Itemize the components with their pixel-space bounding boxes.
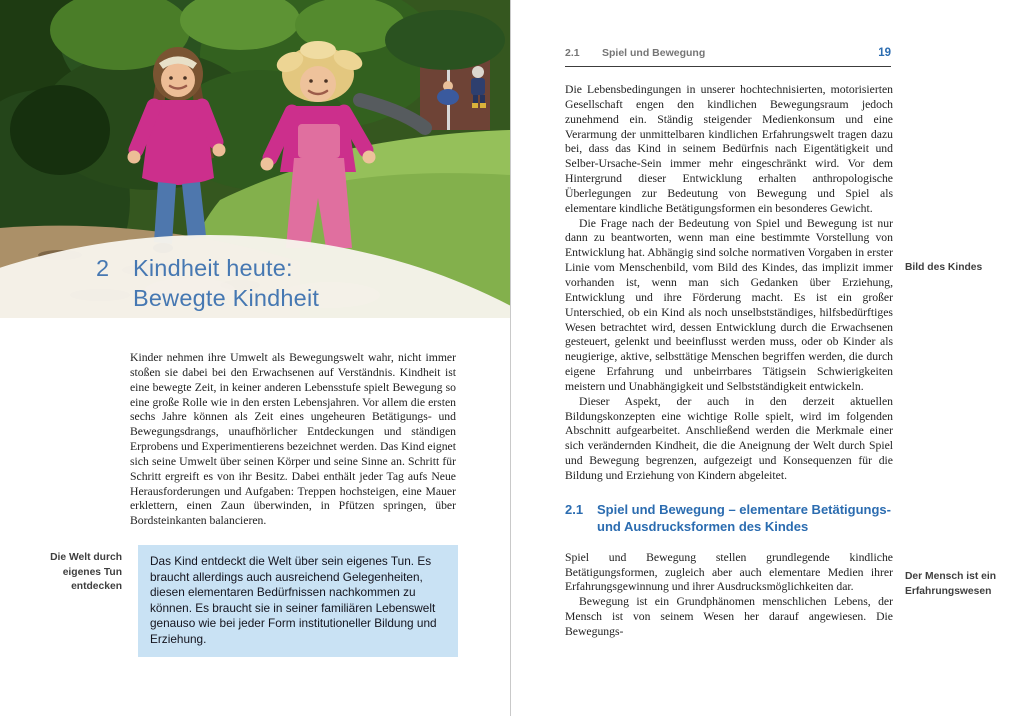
section-heading (565, 501, 893, 536)
page-number: 19 (878, 47, 891, 59)
callout-box: Das Kind entdeckt die Welt über sein eigenes Tun. Es braucht allerdings auch ausreichend Gelegenheiten, diesen elementaren Bedürfnissen nachkommen zu können. Es braucht sie in seiner familiären Lebenswelt genauso wie bei jeder Form institutioneller Bildung und Erziehung. (138, 545, 458, 657)
chapter-number: 2 (96, 255, 110, 281)
paragraph: Spiel und Bewegung stellen grundlegende kindliche Betätigungsformen, zugleich aber auch elementare Medien ihrer Erfahrungsgewinnung und ihrer Ausdrucksmöglichkeiten dar. (565, 550, 893, 594)
section-heading-number: 2.1 (565, 501, 584, 517)
page-divider (510, 0, 511, 716)
margin-note-erfahrungswesen: Der Mensch ist ein Erfahrungswesen (905, 571, 996, 597)
foliage-over-building (385, 10, 505, 70)
margin-note-bild-des-kindes: Bild des Kindes (905, 262, 983, 273)
paragraph: Die Lebensbedingungen in unserer hochtechnisierten, motorisierten Gesellschaft engen den kindlichen Bewegungsraum jedoch zunehmend ein. Ständig steigender Medienkonsum und eine Verarmung der unmittelbaren kindlichen Erfahrungswelt tragen dazu bei, dass das Kind in seinem Bedürfnis nach Eigentätigkeit und Selber-Ursache-Sein immer mehr eingeschränkt wird. Vor dem Hintergrund dieser Entwicklung erhalten anthropologische Überlegungen zur Bedeutung von Bewegung und Spiel als elementare kindliche Betätigungsformen ein besonderes Gewicht. (565, 83, 893, 215)
header-section-number: 2.1 (565, 47, 580, 59)
margin-note-left: Die Welt durch eigenes Tun entdecken (50, 552, 122, 592)
chapter-title (96, 253, 319, 313)
left-page-body-text: Kinder nehmen ihre Umwelt als Bewegungswelt wahr, nicht immer stoßen sie dabei bei den Erwachsenen auf Verständnis. Kindheit ist eine bewegte Zeit, in keiner anderen Lebensstufe spielt Bewegung so eine große Rolle wie in den ersten Lebensjahren. Vor allem die ersten sechs Jahre können als Zeit eines ungeheuren Betätigungs- und Bewegungsdrangs, unaufhörlicher Entdeckungen und ständigen Erprobens und Experimentierens bezeichnet werden. Das Kind eignet sich seine Umwelt über seinen Körper und seine Sinne an. Schritt für Schritt ergreift es von ihr Besitz. Dabei enthält jeder Tag aufs Neue Herausforderungen und Aufgaben: Treppen hochsteigen, eine Mauer erklettern, einen Zaun überwinden, in Pfützen springen, über Bordsteinkanten balancieren. (130, 351, 456, 528)
header-section-title: Spiel und Bewegung (602, 47, 706, 59)
paragraph: Dieser Aspekt, der auch in den derzeit aktuellen Bildungskonzepten eine wichtige Rolle spielt, wird im folgenden Abschnitt aufgearbeitet. Anschließend werden die Merkmale einer sich verändernden Kindheit, die die Aneignung der Welt durch Spiel und Bewegung begrenzen, aufgezeigt und Konsequenzen für die Bildung und Erziehung von Kindern abgeleitet. (565, 394, 893, 482)
paragraph: Die Frage nach der Bedeutung von Spiel und Bewegung ist nur dann zu beantworten, wenn man eine bestimmte Vorstellung von Entwicklung hat. Abhängig sind solche normativen Vorgaben in erster Linie vom Menschenbild, vom Bild des Kindes, das implizit immer vorhanden ist, wenn man sich Gedanken über Erziehung, Entwicklung und ihre Förderung macht. Es ist ein großer Unterschied, ob ein Kind als noch unselbstständiges, hilfsbedürftiges Wesen betrachtet wird, dessen Entwicklung durch die Erwachsenen gesteuert, gelenkt und beeinflusst werden muss, oder ob Kinder als neugierige, aktive, selbsttätige Menschen begriffen werden, die durch eigene Erfahrung und unbeirrbares Tätigsein Schwierigkeiten meistern und Unabhängigkeit und Selbstständigkeit entwickeln. (565, 216, 893, 393)
section-heading-text: Spiel und Bewegung – elementare Betätigungs- und Ausdrucksformen des Kindes (597, 501, 891, 535)
chapter-title-lines (133, 253, 319, 313)
right-page-body (565, 83, 893, 640)
running-header (565, 46, 891, 67)
chapter-title-line1: Kindheit heute: (133, 255, 293, 281)
paragraph: Bewegung ist ein Grundphänomen menschlichen Lebens, der Mensch ist von seinem Wesen her darauf angewiesen. Die Bewegungs- (565, 595, 893, 638)
chapter-title-line2: Bewegte Kindheit (133, 285, 320, 311)
